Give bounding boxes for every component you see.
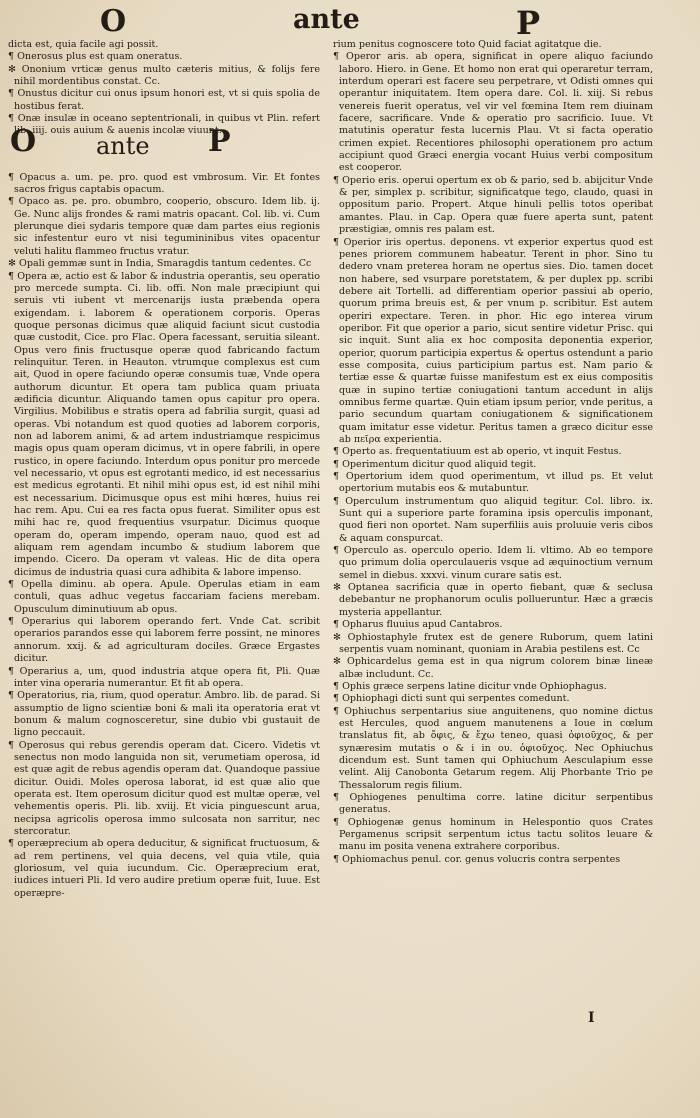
dictionary-entry: dicta est, quia facile agi possit. xyxy=(8,39,159,50)
dictionary-entry: ¶ Onæ insulæ in oceano septentrionali, in quibus vt Plin. refert lib. iiij. ouis auium & auenis incolæ viuunt. xyxy=(8,113,320,137)
dictionary-entry: ¶ Operatorius, ria, rium, quod operatur. Ambro. lib. de parad. Si assumptio de ligno scientiæ boni & mali ita operatoria erat vt bonum & malum cognosceretur, sine dubio vbi gustauit de ligno peccauit. xyxy=(8,690,320,739)
dictionary-entry: ✻ Ophicardelus gema est in qua nigrum colorem binæ lineæ albæ includunt. Cc. xyxy=(333,656,653,680)
dictionary-entry: ¶ Onerosus plus est quam oneratus. xyxy=(8,51,183,63)
right-text-column xyxy=(333,39,653,1114)
dictionary-entry: ¶ Opera æ, actio est & labor & industria operantis, seu operatio pro mercede sumpta. Ci. lib. offi. Non male præcipiunt qui seruis vti iubent vt mercenarijs iusta præbenda opera exigendam. i. laborem & operationem corporis. Operas quoque personas dicimus quæ aliquid faciunt sicut custodia quæ custodit, Cice. pro Flac. Opera facessant, seruitia sileant. Opus vero finis fructusque operæ quod fabricando factum relinquitur. Teren. in Heauton. vtrumque complexus est cum ait, Quod in opere faciundo operæ consumis tuæ, Vnde opera authorum dicuntur. Et opera tam publica quam priuata ædificia dicuntur. Aliquando tamen opus capitur pro opera. Virgilius. Mobilibus e stratis opera ad fabrilia surgit, quasi ad operas. Vbi notandum est quod quoties ad laborem corporis, non ad laborem animi, & ad artem industriamque respicimus magis opus quam operam dicimus, vt in opere fabrili, in opere rustico, in opere faciundo. Interdum opus ponitur pro mercede vel necessario, vt opus est egrotanti medico, id est necessarius est medicus egrotanti. Et nihil mihi opus est, id est nihil mihi est necessarium. Dicimusque opus est mihi hœres, huius rei hac rem. Apu. Cui ea res facta opus fuerat. Similiter opus est mihi hac re, quod frequentius vsurpatur. Dicimus quoque operam do, operam impendo, operam nauo, quod est ad aliquam rem agendam incumbo & studium laborem que impendo. Cicero. Da operam vt valeas. Hic de dita opera dicimus de industria quasi cura adhibita & labore impenso. xyxy=(8,270,320,578)
section-heading-letter-p: P xyxy=(208,123,231,159)
dictionary-entry: ¶ Operimentum dicitur quod aliquid tegit. xyxy=(333,458,537,470)
dictionary-entry: ¶ Ophiophagi dicti sunt qui serpentes comedunt. xyxy=(333,693,570,705)
dictionary-entry: ¶ Operto as. frequentatiuum est ab operio, vt inquit Festus. xyxy=(333,446,622,458)
dictionary-entry: ✻ Ophiostaphyle frutex est de genere Ruborum, quem latini serpentis vuam nominant, quoniam in Arabia pestilens est. Cc xyxy=(333,631,653,655)
dictionary-entry: ¶ Opertorium idem quod operimentum, vt illud ps. Et velut opertorium mutabis eos & mutabuntur. xyxy=(333,471,653,495)
running-head-left-letter: O xyxy=(100,4,127,39)
dictionary-entry: rium penitus cognoscere toto Quid faciat agitatque die. xyxy=(333,39,602,50)
dictionary-entry: ¶ Opacus a. um. pe. pro. quod est vmbrosum. Vir. Et fontes sacros frigus captabis opacum. xyxy=(8,171,320,196)
dictionary-entry: ¶ operæprecium ab opera deducitur, & significat fructuosum, & ad rem pertinens, vel quia decens, vel quia vtile, quia gloriosum, vel quia iucundum. Cic. Operæprecium erat, iudices intueri Pli. Id vero audire pretium operæ fuit, Iuue. Est operæpre- xyxy=(8,838,320,899)
left-text-column xyxy=(8,39,320,1114)
dictionary-entry: ¶ Opharus fluuius apud Cantabros. xyxy=(333,619,503,631)
dictionary-entry: ¶ Operarius qui laborem operando fert. Vnde Cat. scribit operarios parandos esse qui laborem ferre possint, ne minores annorum. xxij. & ad agriculturam dociles. Græce Ergastes dicitur. xyxy=(8,616,320,665)
running-head-center-word: ante xyxy=(293,4,360,35)
dictionary-entry: ¶ Operculo as. operculo operio. Idem li. vltimo. Ab eo tempore quo primum dolia operculaueris vsque ad æquinoctium vernum semel in diebus. xxxvi. vinum curare satis est. xyxy=(333,545,653,581)
dictionary-entry: ✻ Opali gemmæ sunt in India, Smaragdis tantum cedentes. Cc xyxy=(8,258,312,270)
section-heading-ante: ante xyxy=(96,131,150,160)
running-head xyxy=(0,4,700,40)
dictionary-entry: ¶ Opaco as. pe. pro. obumbro, cooperio, obscuro. Idem lib. ij. Ge. Nunc alijs frondes & rami matris opacant. Col. lib. vi. Cum plerunque diei sydaris tempore quæ dam partes eius regionis sic infestentur euro vt nisi tegumininibus vites opacentur veluti halitu flammeo fructus vratur. xyxy=(8,196,320,257)
dictionary-entry: ¶ Ophiuchus serpentarius siue anguitenens, quo nomine dictus est Hercules, quod anguem manutenens a Ioue in cœlum translatus fit, ab ὄφις, & ἔχω teneo, quasi ὀφιοῦχος, & per synæresim mutatis o & i in ου. ὀφιοῦχος. Nec Ophiuchus dicendum est. Sunt tamen qui Ophiuchum Aesculapium esse velint. Alij Canobonta Getarum regem. Alij Phorbante Trio pe Thessalorum regis filium. xyxy=(333,705,653,791)
dictionary-entry: ¶ Operculum instrumentum quo aliquid tegitur. Col. libro. ix. Sunt qui a superiore parte foramina ipsis operculis imponant, quod fieri non oportet. Nam superfiliis auis proluuie veris cibos & aquam conspurcat. xyxy=(333,495,653,544)
dictionary-entry: ¶ Operosus qui rebus gerendis operam dat. Cicero. Videtis vt senectus non modo languida non sit, verumetiam operosa, id est quæ agit de rebus agendis operam dat. Quandoque passiue dicitur. Ouidi. Moles operosa laborat, id est quæ alio que operata est. Item operosum dicitur quod est multæ operæ, vel vehementis operis. Pli. lib. xviij. Et vicia pinguescunt arua, necipsa agricolis operosa immo sulcosata non sarritur, nec stercoratur. xyxy=(8,739,320,837)
dictionary-entry: ¶ Operior iris opertus. deponens. vt experior expertus quod est penes priorem communem habeatur. Terent in phor. Sino tu dedero vnam preterea horam ne opertus sies. Dio. tamen docet non habere, sed vsurpare poretstatem, & per duplex pp. scribi debere ait Tortelli. ad differentiam operior passiui ab operio, quorum prima breuis est, & per vnum p. scribitur. Est autem operiri expectare. Teren. in phor. Hic ego interea virum operibor. Fit que operior a pario, sicut sentire videtur Prisc. qui sic inquit. Sunt alia ex hoc composita deponentia experior, operior, quorum participia expertus & opertus ostendunt a pario esse composita, cuius participium partus est. Nam pario & tertiæ esse & quartæ fuisse manifestum est ex eius compositis quæ in supino tertiæ coniugationi tantum accedunt in alijs omnibus ferme quartæ. Quin etiam ipsum perior, vnde peritus, a pario secundum quartam coniugationem & significationem quam imitatur esse videtur. Peritus tamen a græco dicitur esse ab πεῖρα experientia. xyxy=(333,236,653,445)
dictionary-entry: ✻ Optanea sacrificia quæ in operto fiebant, quæ & seclusa debebantur ne prophanorum oculis pollueruntur. Hæc a græcis mysteria appellantur. xyxy=(333,582,653,618)
dictionary-entry: ¶ Onustus dicitur cui onus ipsum honori est, vt si quis spolia de hostibus ferat. xyxy=(8,88,320,112)
folio-mark: I xyxy=(588,1010,595,1026)
section-heading-letter-o: O xyxy=(10,123,37,159)
dictionary-entry: ¶ Operor aris. ab opera, significat in opere aliquo faciundo laboro. Hiero. in Gene. Et homo non erat qui operaretur terram, interdum operari est facere seu perpetrare, vt Odisti omnes qui operantur iniquitatem. Item opera dare. Col. li. xiij. Si rebus venereis fuerit operatus, vel vir vel fœmina Item rem diuinam facere, sacrificare. Vnde & operatio pro sacrificio. Iuue. Vt matutinis operatur festa lucernis Plau. Vt si facta operatio crimen expiet. Recentiores philosophi operationem pro actum accipiunt quod Græci energia vocant Huius verbi compositum est cooperor. xyxy=(333,51,653,174)
dictionary-entry: ✻ Ononium vrticæ genus multo cæteris mitius, & folijs fere nihil mordentibus constat. Cc. xyxy=(8,63,320,88)
dictionary-entry: ¶ Ophiogenæ genus hominum in Helespontio quos Crates Pergamenus scripsit serpentum ictus tactu solitos leuare & manu im posita venena extrahere corporibus. xyxy=(333,816,653,853)
dictionary-entry: ¶ Ophis græce serpens latine dicitur vnde Ophiophagus. xyxy=(333,680,607,692)
running-head-right-letter: P xyxy=(516,4,541,42)
dictionary-entry: ¶ Ophiomachus penul. cor. genus volucris contra serpentes xyxy=(333,853,621,865)
dictionary-entry: ¶ Operarius a, um, quod industria atque opera fit, Pli. Quæ inter vina operaria numerantur. Et fit ab opera. xyxy=(8,665,320,689)
dictionary-entry: ¶ Opella diminu. ab opera. Apule. Operulas etiam in eam contuli, quas adhuc vegetus faccariam faciens merebam. Opusculum diminutiuum ab opus. xyxy=(8,579,320,615)
dictionary-entry: ¶ Operio eris. operui opertum ex ob & pario, sed b. abijcitur Vnde & per, simplex p. scribitur, significatque tego, claudo, quasi in oppositum pario. Propert. Atque hinuli pellis totos operibat amantes. Plau. in Cap. Opera quæ fuere aperta sunt, patent præstigiæ, omnis res palam est. xyxy=(333,174,653,236)
dictionary-entry: ¶ Ophiogenes penultima corre. latine dicitur serpentibus generatus. xyxy=(333,791,653,816)
